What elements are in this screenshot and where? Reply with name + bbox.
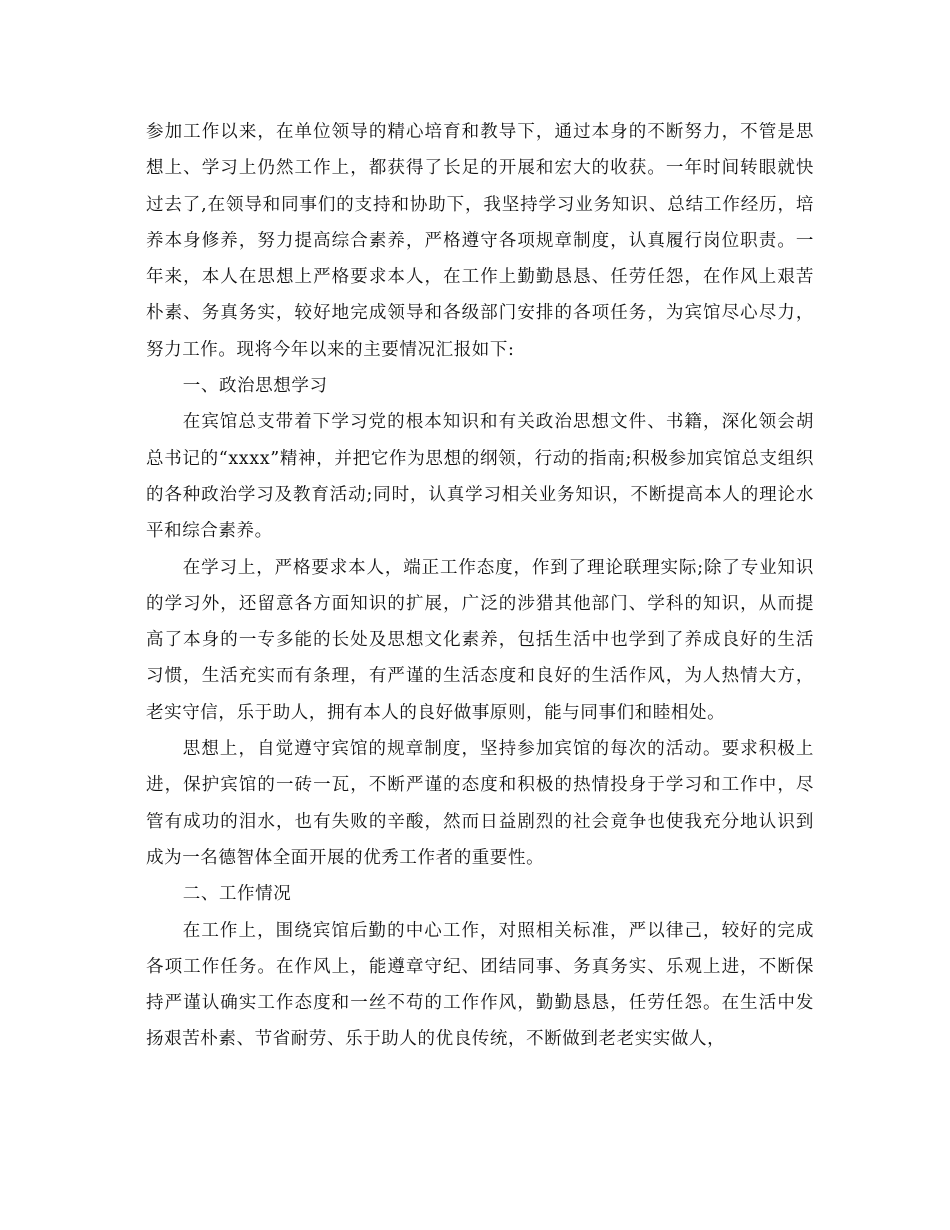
section-heading-work-status: 二、工作情况	[182, 884, 292, 905]
paragraph-learning: 在学习上，严格要求本人，端正工作态度，作到了理论联理实际;除了专业知识的学习外，还留意各方面知识的扩展，广泛的涉猎其他部门、学科的知识，从而提高了本身的一专多能的长处及思想文化素养，包括生活中也学到了养成良好的生活习惯，生活充实而有条理，有严谨的生活态度和良好的生活作风，为人热情大方，老实守信，乐于助人，拥有本人的良好做事原则，能与同事们和睦相处。	[146, 557, 814, 723]
paragraph-work: 在工作上，围绕宾馆后勤的中心工作，对照相关标准，严以律己，较好的完成各项工作任务。在作风上，能遵章守纪、团结同事、务真务实、乐观上进，不断保持严谨认确实工作态度和一丝不苟的工作作风，勤勤恳恳，任劳任怨。在生活中发扬艰苦朴素、节省耐劳、乐于助人的优良传统，不断做到老老实实做人，	[146, 920, 814, 1050]
section-heading-political-study: 一、政治思想学习	[182, 376, 328, 397]
paragraph-intro: 参加工作以来，在单位领导的精心培育和教导下，通过本身的不断努力，不管是思想上、学习上仍然工作上，都获得了长足的开展和宏大的收获。一年时间转眼就快过去了,在领导和同事们的支持和协助下，我坚持学习业务知识、总结工作经历，培养本身修养，努力提高综合素养，严格遵守各项规章制度，认真履行岗位职责。一年来，本人在思想上严格要求本人，在工作上勤勤恳恳、任劳任怨，在作风上艰苦朴素、务真务实，较好地完成领导和各级部门安排的各项任务，为宾馆尽心尽力，努力工作。现将今年以来的主要情况汇报如下:	[146, 122, 814, 360]
paragraph-political-study: 在宾馆总支带着下学习党的根本知识和有关政治思想文件、书籍，深化领会胡总书记的“xxxx”精神，并把它作为思想的纲领，行动的指南;积极参加宾馆总支组织的各种政治学习及教育活动;同时，认真学习相关业务知识，不断提高本人的理论水平和综合素养。	[146, 412, 814, 542]
document-body	[146, 114, 814, 1058]
paragraph-thought: 思想上，自觉遵守宾馆的规章制度，坚持参加宾馆的每次的活动。要求积极上进，保护宾馆的一砖一瓦，不断严谨的态度和积极的热情投身于学习和工作中，尽管有成功的泪水，也有失败的辛酸，然而日益剧烈的社会竟争也使我充分地认识到成为一名德智体全面开展的优秀工作者的重要性。	[146, 739, 814, 868]
